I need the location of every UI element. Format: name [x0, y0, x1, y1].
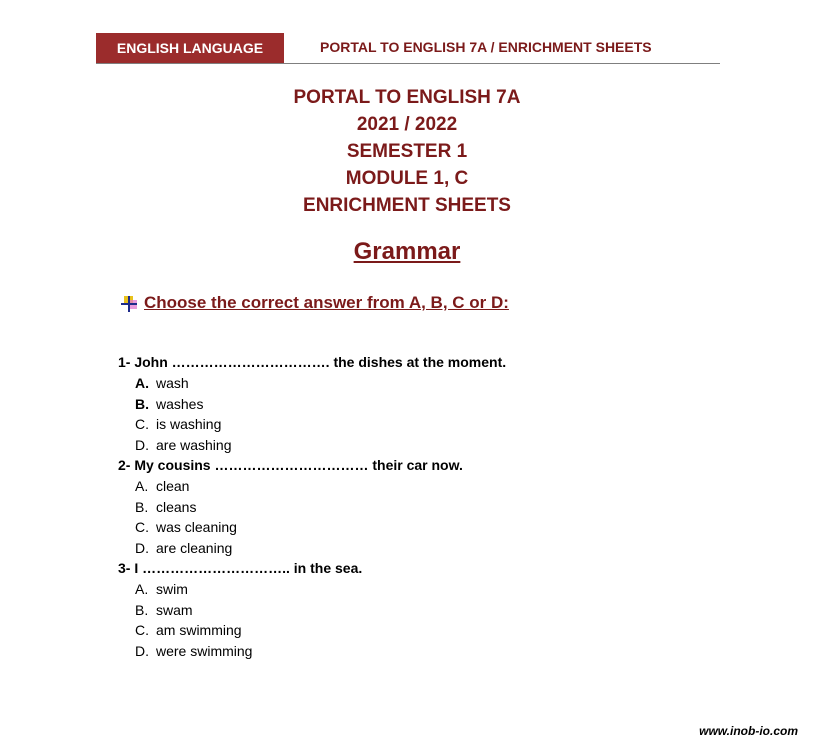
option-c: [118, 414, 718, 435]
question-1: [118, 352, 718, 455]
question-stem: 3- I ………………………….. in the sea.: [118, 560, 363, 576]
option-d: [118, 435, 718, 456]
option-letter: C.: [135, 622, 149, 638]
option-text: am swimming: [156, 622, 242, 638]
option-b: [118, 394, 718, 415]
question-stem: 2- My cousins …………………………… their car now.: [118, 457, 463, 473]
option-letter: A.: [135, 375, 149, 391]
option-text: was cleaning: [156, 519, 237, 535]
option-letter: B.: [135, 395, 149, 412]
title-line: PORTAL TO ENGLISH 7A: [293, 87, 521, 108]
option-text: wash: [156, 375, 189, 391]
subject-tag: ENGLISH LANGUAGE: [96, 33, 284, 63]
option-letter: B.: [135, 498, 149, 515]
option-b: [118, 497, 718, 518]
option-c: [118, 620, 718, 641]
option-letter: A.: [135, 581, 149, 597]
sheets-line: ENRICHMENT SHEETS: [303, 195, 511, 216]
option-text: cleans: [156, 498, 197, 515]
year-line: 2021 / 2022: [356, 114, 458, 135]
option-letter: C.: [135, 416, 149, 432]
option-letter: D.: [135, 642, 149, 659]
option-text: are washing: [156, 436, 232, 453]
option-a: [118, 579, 718, 600]
semester-line: SEMESTER 1: [346, 141, 468, 162]
option-letter: B.: [135, 601, 149, 618]
section-title: Grammar: [353, 238, 461, 265]
option-text: were swimming: [156, 642, 253, 659]
option-letter: D.: [135, 539, 149, 556]
option-letter: D.: [135, 436, 149, 453]
option-letter: A.: [135, 478, 149, 494]
page-header: [96, 33, 720, 64]
option-d: [118, 641, 718, 662]
bullet-icon: [120, 294, 138, 312]
title-block: [0, 84, 814, 219]
series-title: PORTAL TO ENGLISH 7A / ENRICHMENT SHEETS: [320, 39, 652, 55]
option-c: [118, 517, 718, 538]
option-text: washes: [156, 395, 204, 412]
instruction: [120, 290, 509, 316]
option-letter: C.: [135, 519, 149, 535]
option-a: [118, 476, 718, 497]
option-b: [118, 600, 718, 621]
instruction-text: Choose the correct answer from A, B, C or D:: [144, 293, 509, 312]
option-text: swam: [156, 601, 193, 618]
option-text: swim: [156, 581, 188, 597]
website-watermark: www.inob-io.com: [699, 724, 798, 738]
option-a: [118, 373, 718, 394]
module-line: MODULE 1, C: [345, 168, 469, 189]
option-d: [118, 538, 718, 559]
option-text: is washing: [156, 416, 222, 432]
option-text: clean: [156, 478, 190, 494]
question-stem: 1- John ……………………………. the dishes at the moment.: [118, 354, 507, 370]
option-text: are cleaning: [156, 539, 233, 556]
question-list: [118, 352, 718, 661]
question-2: [118, 455, 718, 558]
question-3: [118, 558, 718, 661]
